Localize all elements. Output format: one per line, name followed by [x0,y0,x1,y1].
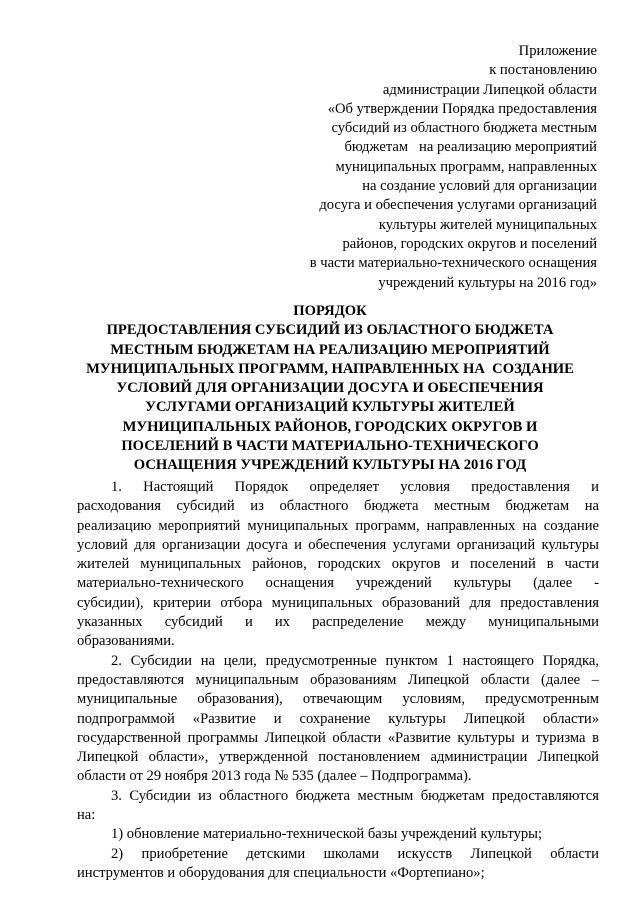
appendix-header [267,42,597,293]
body-line: жителей муниципальных районов, городских округов и поселений в части [77,556,599,573]
body-line: образованиями. [77,633,175,650]
title-line: УСЛУГАМИ ОРГАНИЗАЦИЙ КУЛЬТУРЫ ЖИТЕЛЕЙ [145,399,515,416]
appendix-line: «Об утверждении Порядка предоставления [327,100,597,117]
body-line: указанных субсидий и их распределение между муниципальными [77,614,599,631]
title-line: МУНИЦИПАЛЬНЫХ ПРОГРАММ, НАПРАВЛЕННЫХ НА СОЗДАНИЕ [86,360,574,377]
body-line: расходования субсидий из областного бюджета местным бюджетам на [77,498,599,515]
body-line: предоставляются муниципальным образованиям Липецкой области (далее – [77,671,599,688]
body-line: реализацию мероприятий муниципальных программ, направленных на создание [77,517,599,534]
appendix-line: к постановлению [489,62,597,79]
body-line: 2. Субсидии на цели, предусмотренные пунктом 1 настоящего Порядка, [111,652,599,669]
body-line: на: [77,807,96,824]
document-title [60,302,600,476]
title-line: ПРЕДОСТАВЛЕНИЯ СУБСИДИЙ ИЗ ОБЛАСТНОГО БЮДЖЕТА [106,322,554,339]
appendix-line: на создание условий для организации [362,178,597,195]
body-line: 1. Настоящий Порядок определяет условия предоставления и [111,479,599,495]
document-body [77,478,599,883]
body-line: материально-технического оснащения учреждений культуры (далее - [77,575,599,592]
title-line: ПОСЕЛЕНИЙ В ЧАСТИ МАТЕРИАЛЬНО-ТЕХНИЧЕСКОГО [121,438,539,455]
appendix-line: в части материально-технического оснащения [309,255,597,272]
body-line: 1) обновление материально-технической базы учреждений культуры; [111,826,543,843]
appendix-line: учреждений культуры на 2016 год» [378,274,597,291]
body-line: подпрограммой «Развитие и сохранение культуры Липецкой области» [77,710,599,727]
body-line: инструментов и оборудования для специальности «Фортепиано»; [77,864,485,881]
appendix-line: бюджетам на реализацию мероприятий [344,139,597,156]
body-line: субсидии), критерии отбора муниципальных образований для предоставления [77,594,599,611]
appendix-line: администрации Липецкой области [382,81,597,98]
body-line: 3. Субсидии из областного бюджета местным бюджетам предоставляются [111,787,599,804]
appendix-line: Приложение [518,43,597,59]
body-line: Липецкой области», утвержденной постановлением администрации Липецкой [77,749,599,766]
body-line: муниципальные образования), отвечающим условиям, предусмотренным [77,691,599,708]
appendix-line: досуга и обеспечения услугами организаций [319,197,597,214]
title-line: МУНИЦИПАЛЬНЫХ РАЙОНОВ, ГОРОДСКИХ ОКРУГОВ И [122,418,538,435]
title-line: ОСНАЩЕНИЯ УЧРЕЖДЕНИЙ КУЛЬТУРЫ НА 2016 ГОД [133,457,527,474]
appendix-line: культуры жителей муниципальных [378,216,597,233]
title-line: ПОРЯДОК [293,303,367,319]
title-line: УСЛОВИЙ ДЛЯ ОРГАНИЗАЦИИ ДОСУГА И ОБЕСПЕЧЕНИЯ [116,380,544,397]
appendix-line: субсидий из областного бюджета местным [331,120,597,137]
title-line: МЕСТНЫМ БЮДЖЕТАМ НА РЕАЛИЗАЦИЮ МЕРОПРИЯТИЙ [110,341,550,358]
body-line: 2) приобретение детскими школами искусств Липецкой области [111,845,599,862]
body-line: государственной программы Липецкой области «Развитие культуры и туризма в [77,729,599,746]
appendix-line: районов, городских округов и поселений [342,235,597,252]
body-line: условий для организации досуга и обеспечения услугами организаций культуры [77,536,599,553]
body-line: области от 29 ноября 2013 года № 535 (далее – Подпрограмма). [77,768,472,785]
appendix-line: муниципальных программ, направленных [335,158,597,175]
